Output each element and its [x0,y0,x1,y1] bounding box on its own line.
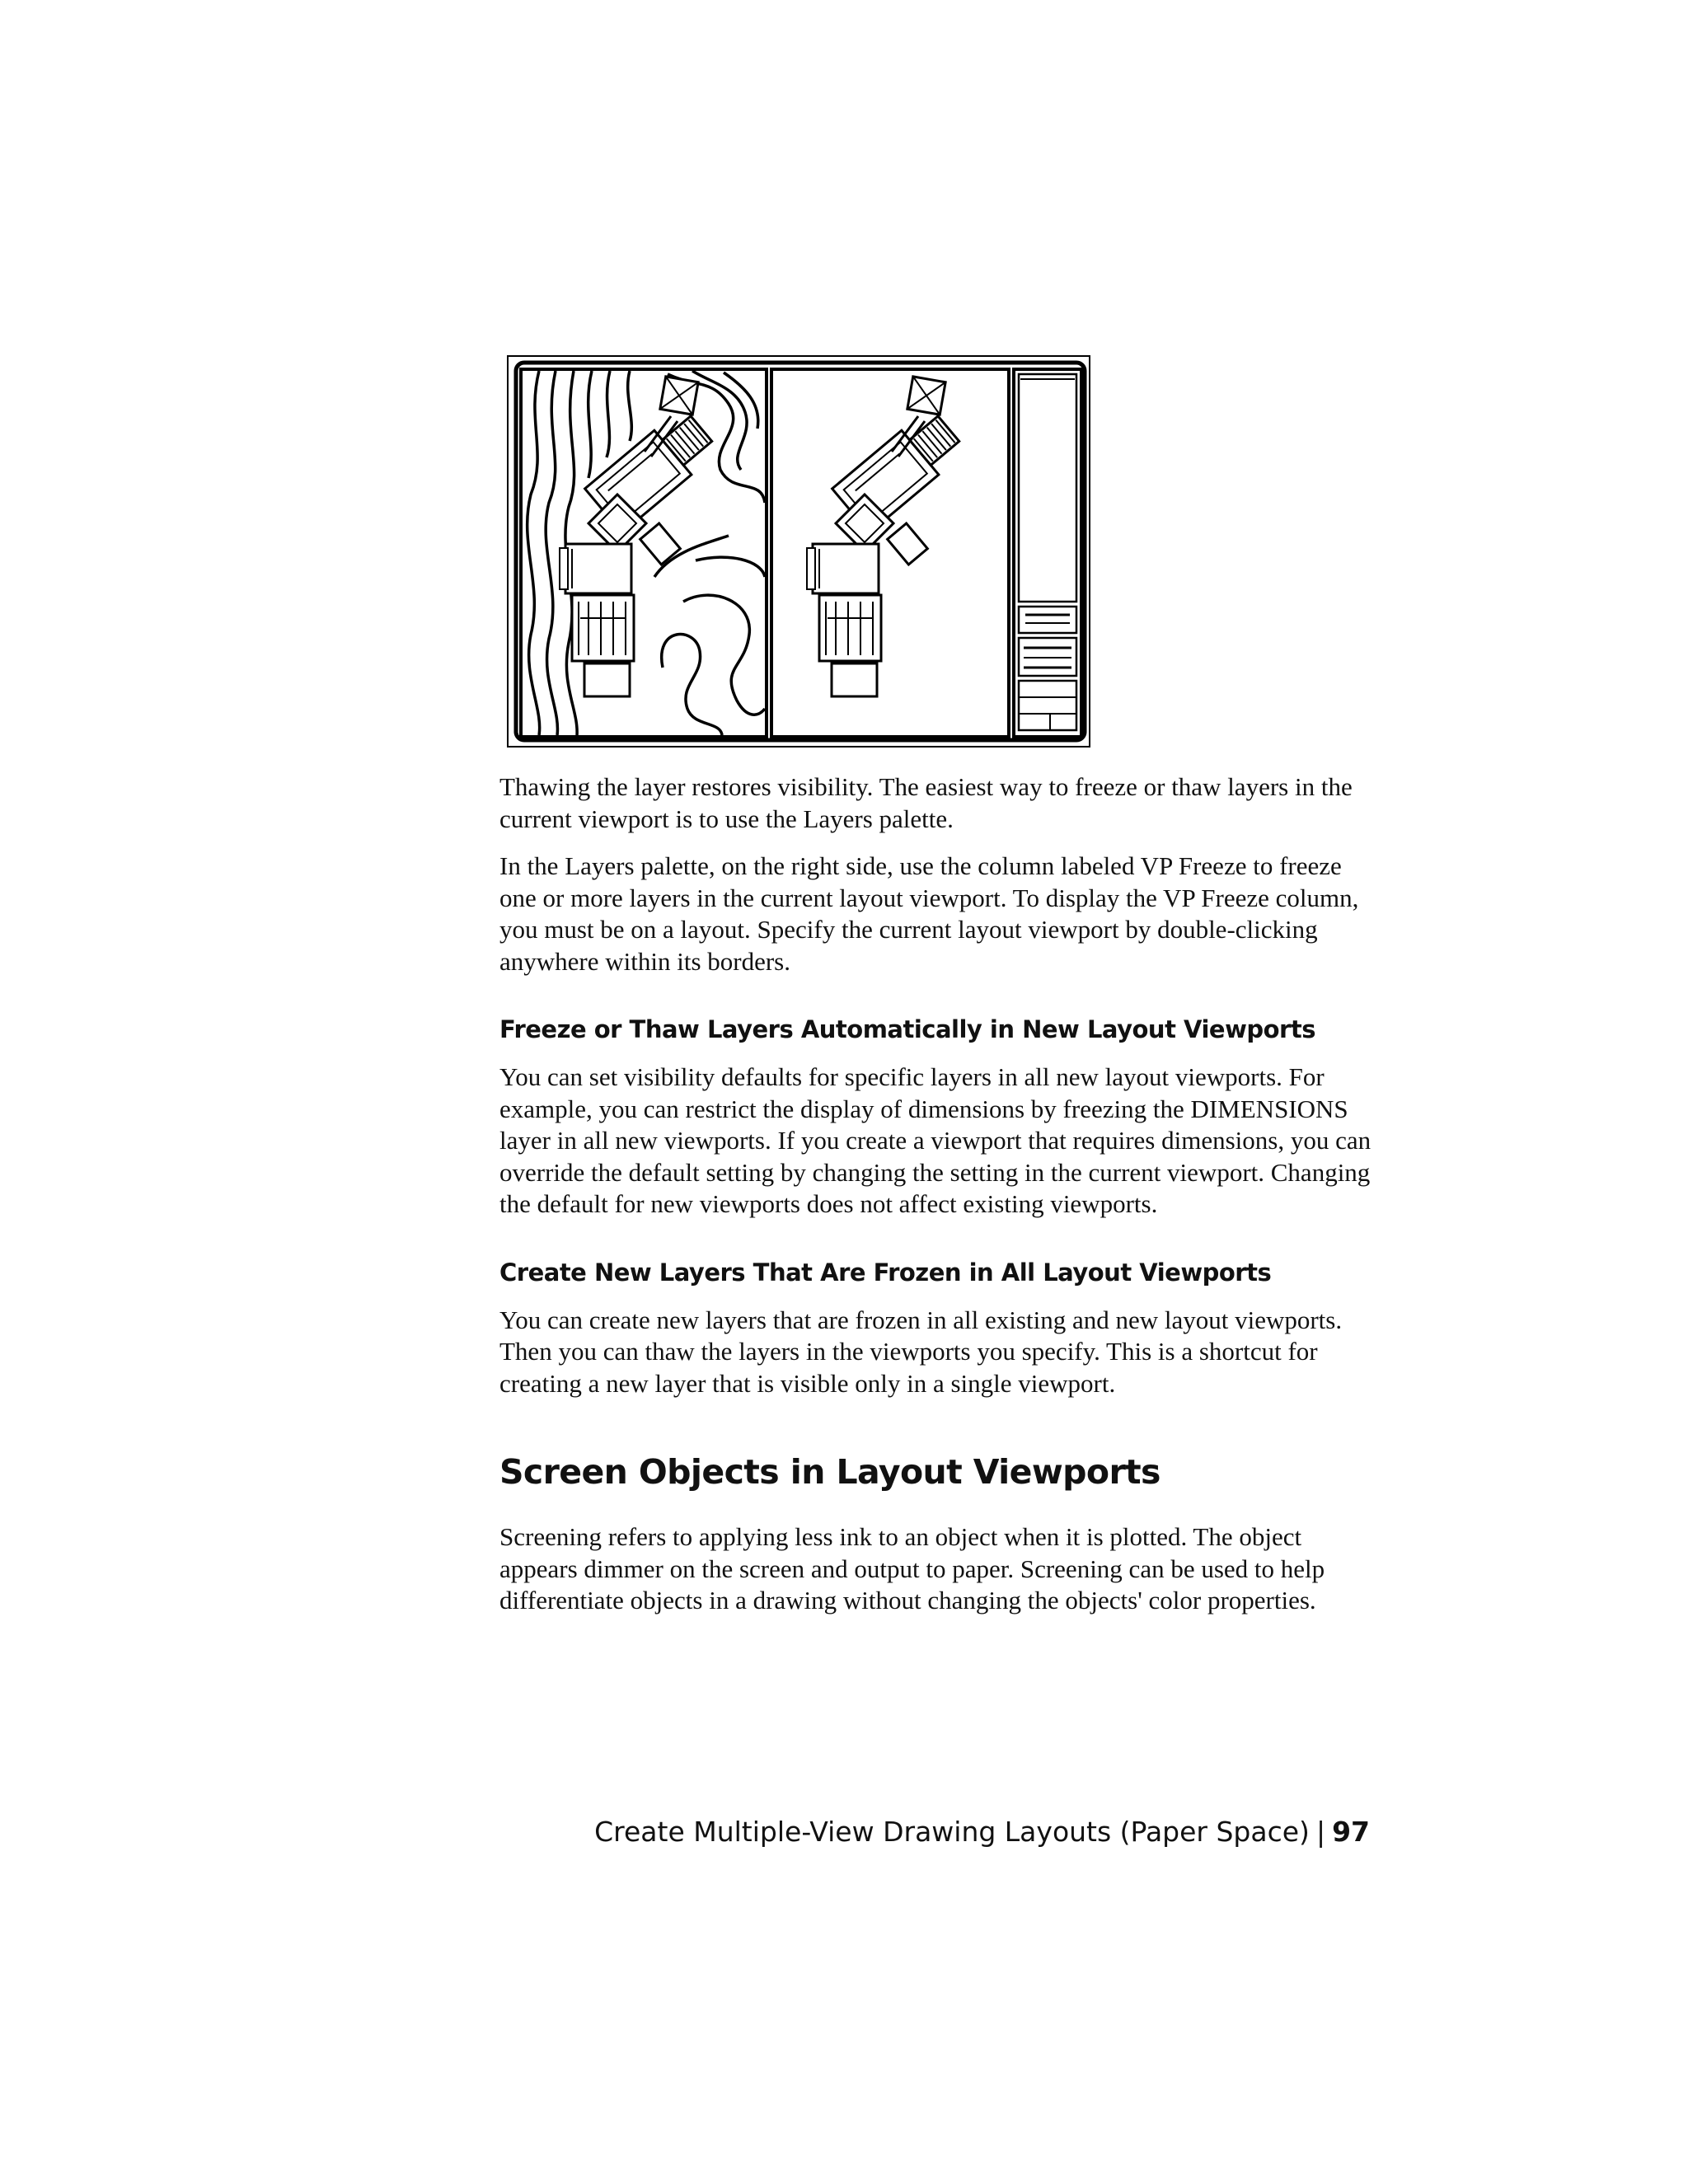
paragraph-visibility-defaults: You can set visibility defaults for specific layers in all new layout viewports. For example, you can restrict the display of dimensions by freezing the DIMENSIONS layer in all new viewports. If you create a viewport that requires dimensions, you can override the default setting by changing the setting in the current viewport. Changing the default for new viewports does not affect existing viewports. [499,1062,1372,1218]
subheading-new-layers-frozen: Create New Layers That Are Frozen in All Layout Viewports [499,1258,1272,1286]
footer-chapter-title: Create Multiple-View Drawing Layouts (Paper Space) [594,1816,1310,1848]
paragraph-screening: Screening refers to applying less ink to an object when it is plotted. The object appears dimmer on the screen and output to paper. Screening can be used to help differentiate objects in a drawing without changing the objects' color properties. [499,1522,1325,1615]
body-text [499,771,1381,1633]
page-footer [594,1816,1370,1848]
paragraph-thawing: Thawing the layer restores visibility. The easiest way to freeze or thaw layers in the current viewport is to use the Layers palette. [499,772,1353,833]
paragraph-create-frozen-layers: You can create new layers that are frozen in all existing and new layout viewports. Then you can thaw the layers in the viewports you specify. This is a shortcut for creating a new layer that is visible only in a single viewport. [499,1305,1343,1398]
page-number: 97 [1332,1816,1370,1848]
layout-viewports-figure [506,354,1091,748]
layout-drawing-illustration [506,354,1091,748]
footer-separator: | [1315,1816,1326,1848]
section-title: Screen Objects in Layout Viewports [499,1452,1160,1492]
paragraph-layers-palette: In the Layers palette, on the right side, use the column labeled VP Freeze to freeze one or more layers in the current layout viewport. To display the VP Freeze column, you must be on a layout. Specify the current layout viewport by double-clicking anywhere within its borders. [499,851,1359,976]
subheading-freeze-thaw: Freeze or Thaw Layers Automatically in New Layout Viewports [499,1015,1315,1043]
